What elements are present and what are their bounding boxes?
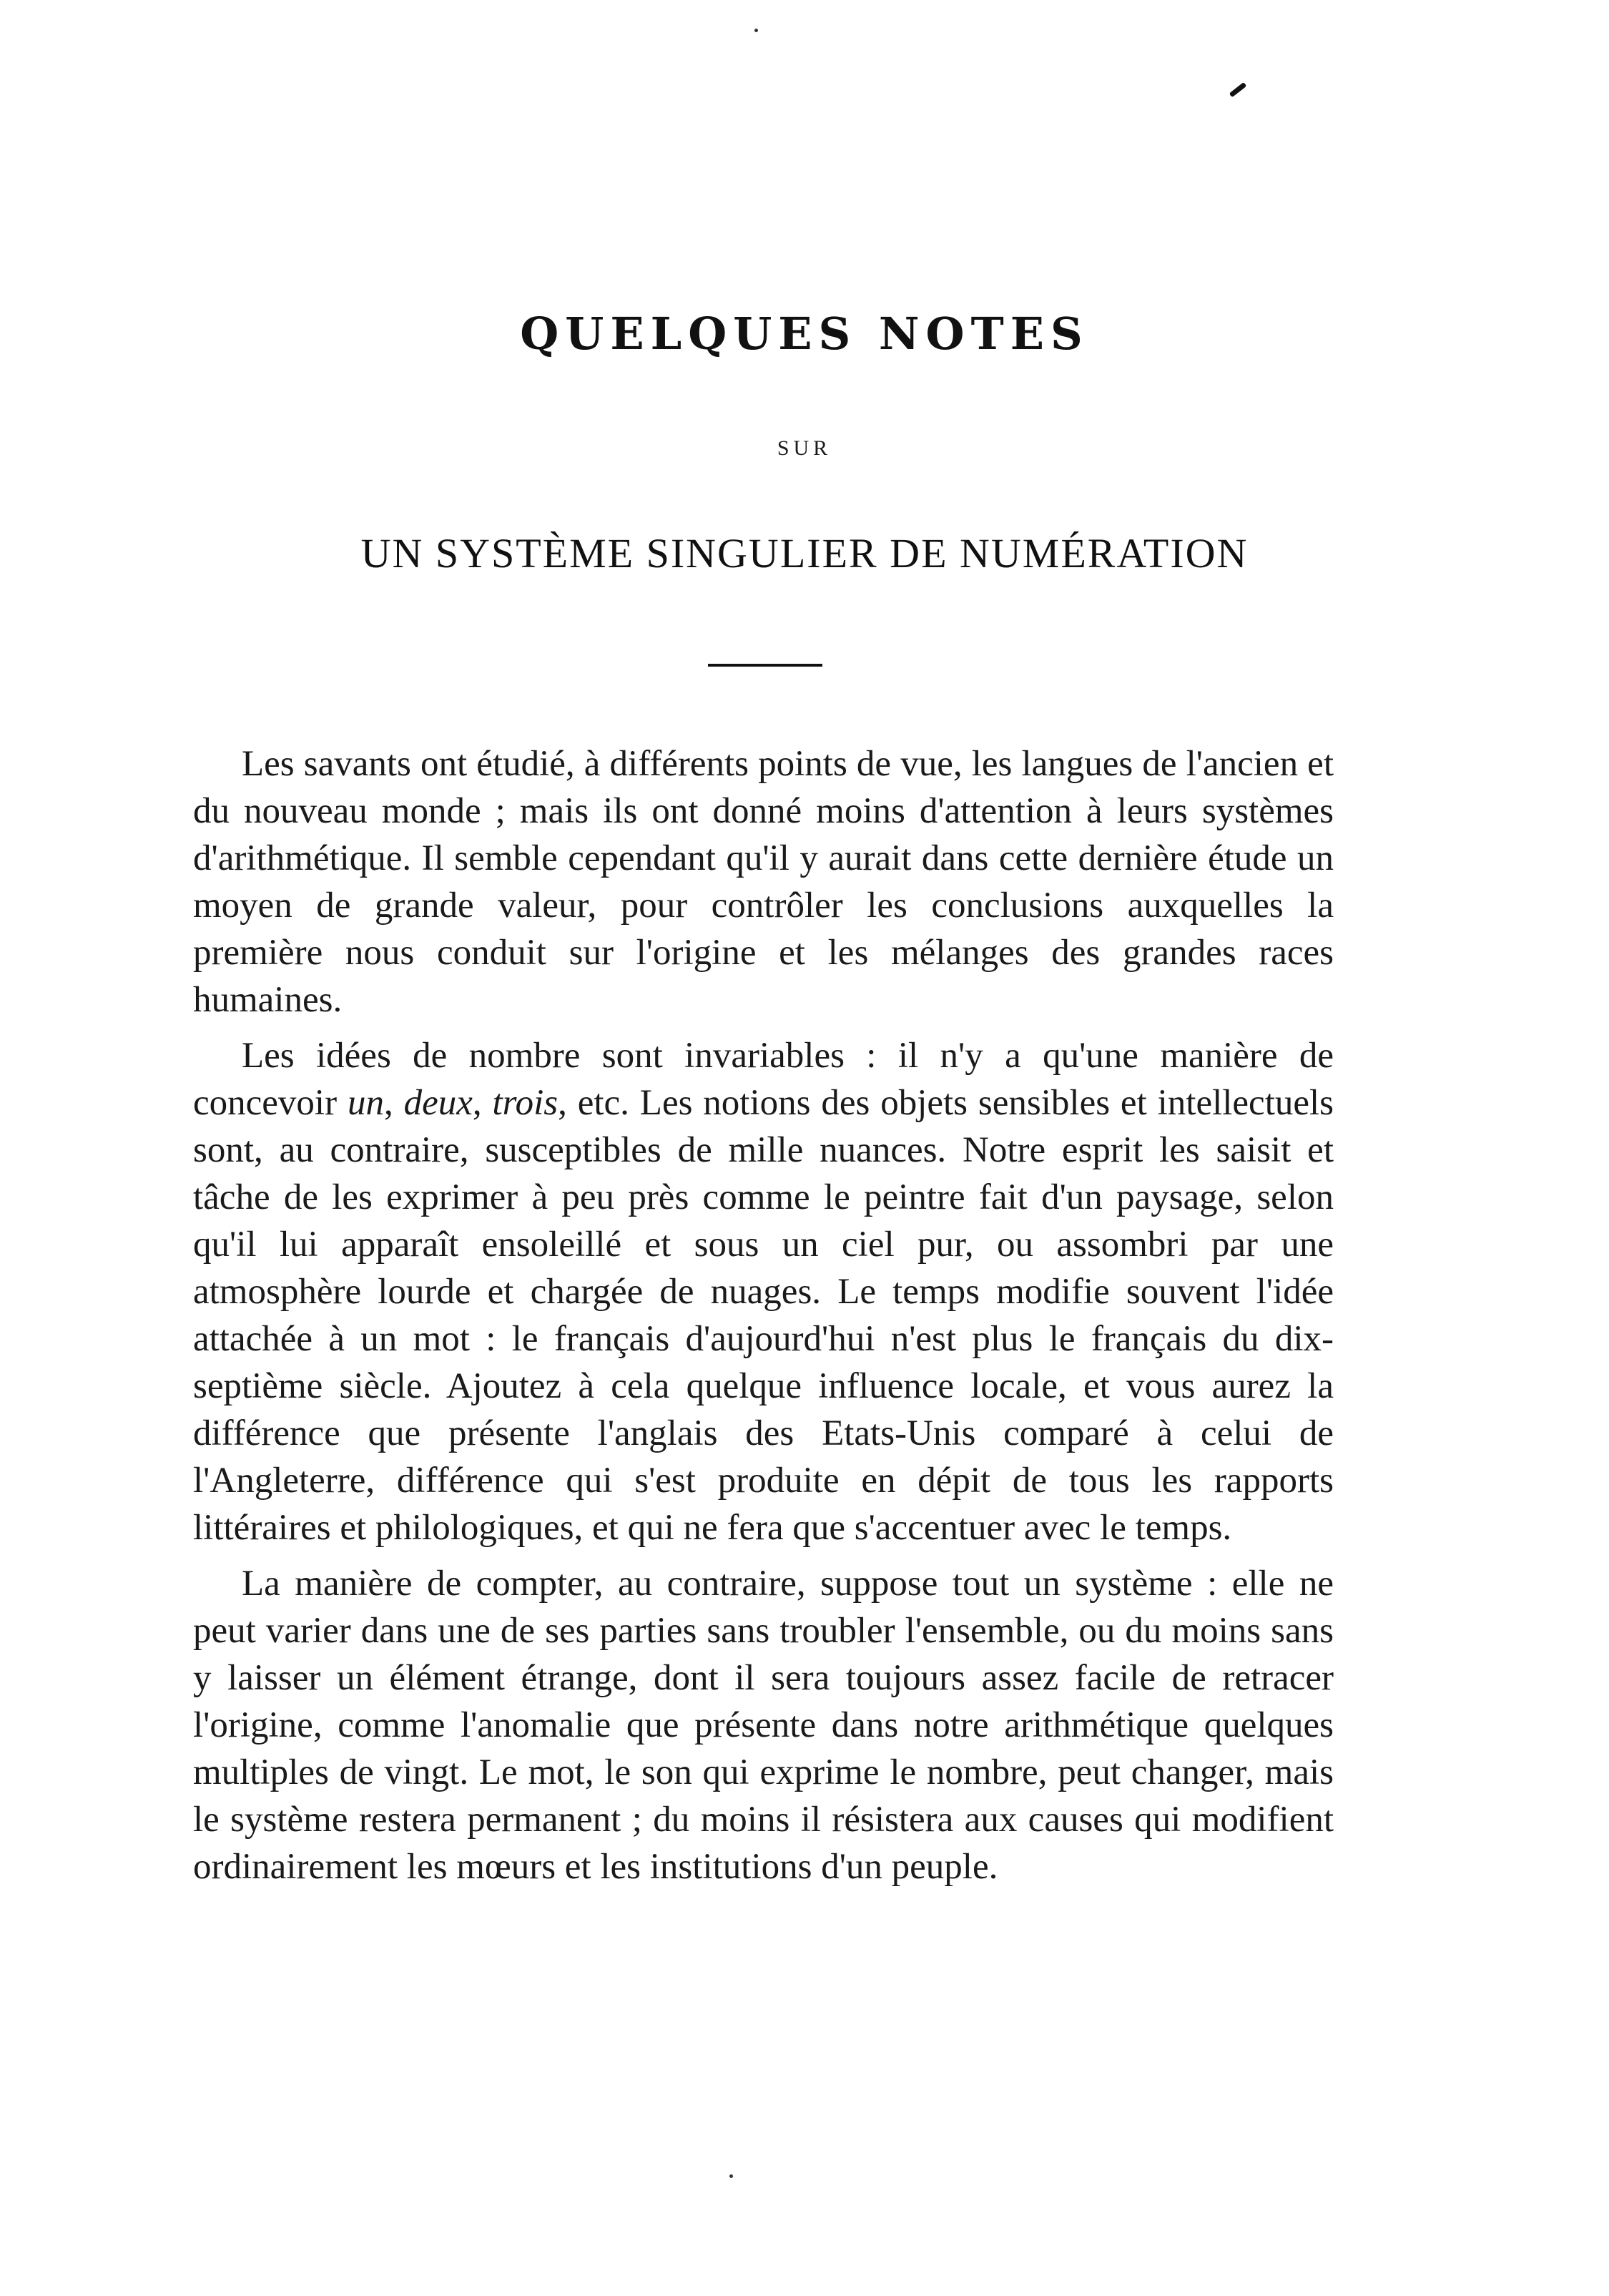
pencil-tick-mark [1229, 82, 1247, 98]
separator-1: , [383, 1083, 404, 1123]
print-speck-bottom [729, 2174, 733, 2178]
paragraph-3: La manière de compter, au contraire, suppose tout un système : elle ne peut varier dans une de ses parties sans troubler l'ensemble, ou du moins sans y laisser un élément étrange, dont il sera toujours assez facile de retracer l'origine, comme l'anomalie que présente dans notre arithmétique quelques multiples de vingt. Le mot, le son qui exprime le nombre, peut changer, mais le système restera permanent ; du moins il résistera aux causes qui modifient ordinairement les mœurs et les institutions d'un peuple. [193, 1564, 1334, 1887]
separator-2: , [472, 1083, 493, 1123]
italic-trois: trois [492, 1083, 559, 1123]
title-preposition: SUR [777, 436, 832, 460]
paragraph-2-text-a: Les idées de nombre sont invariables : il n'y a qu'une manière de concevoir [193, 1036, 1334, 1123]
page-subtitle: UN SYSTÈME SINGULIER DE NUMÉRATION [360, 530, 1249, 577]
paragraph-1: Les savants ont étudié, à différents points de vue, les langues de l'ancien et du nouveau monde ; mais ils ont donné moins d'attention à leurs systèmes d'arithmétique. Il semble cependant qu'il y aurait dans cette dernière étude un moyen de grande valeur, pour contrôler les conclusions auxquelles la première nous conduit sur l'origine et les mélanges des grandes races humaines. [193, 744, 1334, 1020]
title-divider [708, 664, 822, 667]
italic-un: un [347, 1083, 384, 1123]
paragraph-2-text-b: , etc. Les notions des objets sensibles et intellectuels sont, au contraire, susceptibles de mille nuances. Notre esprit les saisit et tâche de les exprimer à peu près comme le peintre fait d'un paysage, selon qu'il lui apparaît ensoleillé et sous un ciel pur, ou assombri par une atmosphère lourde et chargée de nuages. Le temps modifie souvent l'idée attachée à un mot : le français d'aujourd'hui n'est plus le français du dix-septième siècle. Ajoutez à cela quelque influence locale, et vous aurez la différence que présente l'anglais des Etats-Unis comparé à celui de l'Angleterre, différence qui s'est produite en dépit de tous les rapports littéraires et philologiques, et qui ne fera que s'accentuer avec le temps. [193, 1083, 1334, 1548]
italic-deux: deux [403, 1083, 473, 1123]
body-text [193, 740, 1334, 1899]
paragraph-2 [193, 1032, 1334, 1551]
page-title: QUELQUES NOTES [520, 308, 1089, 360]
print-speck [754, 29, 758, 32]
